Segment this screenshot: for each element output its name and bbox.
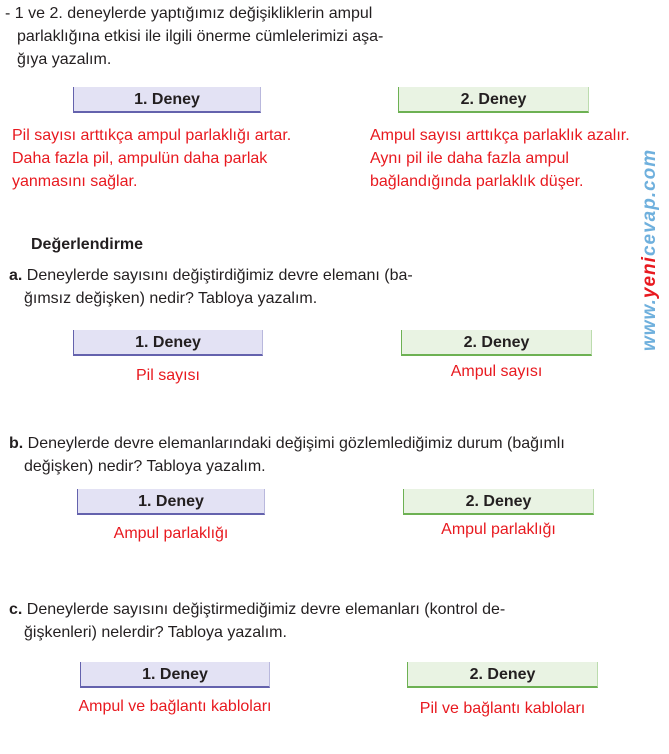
- deney2-answer-line-3: bağlandığında parlaklık düşer.: [370, 173, 584, 190]
- question-c-line-2: ğişkenleri) nelerdir? Tabloya yazalım.: [24, 624, 287, 641]
- answer-c-deney2: Pil ve bağlantı kabloları: [419, 700, 586, 717]
- watermark-brand-red: yeni: [639, 256, 660, 299]
- watermark-prefix: www.: [639, 298, 660, 351]
- deney1-header-intro: 1. Deney: [73, 87, 261, 113]
- question-b-label: b.: [9, 435, 24, 452]
- question-a-text: Deneylerde sayısını değiştirdiğimiz devre elemanı (ba-: [22, 267, 413, 284]
- deney2-header-c: 2. Deney: [407, 662, 598, 688]
- question-b-text: Deneylerde devre elemanlarındaki değişimi gözlemlediğimiz durum (bağımlı: [23, 435, 565, 452]
- question-c-text: Deneylerde sayısını değiştirmediğimiz devre elemanları (kontrol de-: [22, 601, 506, 618]
- question-b-line-1: [9, 433, 565, 455]
- question-a-line-2: ğımsız değişken) nedir? Tabloya yazalım.: [24, 290, 318, 307]
- intro-line-3: ğıya yazalım.: [17, 51, 112, 68]
- intro-line-1: - 1 ve 2. deneylerde yaptığımız değişikliklerin ampul: [5, 5, 373, 22]
- evaluation-title: Değerlendirme: [31, 236, 144, 253]
- deney1-answer-line-1: Pil sayısı arttıkça ampul parlaklığı artar.: [12, 127, 292, 144]
- deney2-answer-line-2: Aynı pil ile daha fazla ampul: [370, 150, 569, 167]
- deney1-answer-line-2: Daha fazla pil, ampulün daha parlak: [12, 150, 268, 167]
- answer-a-deney1: Pil sayısı: [135, 367, 200, 384]
- answer-c-deney1: Ampul ve bağlantı kabloları: [78, 698, 272, 715]
- deney2-answer-line-1: Ampul sayısı arttıkça parlaklık azalır.: [370, 127, 630, 144]
- answer-b-deney1: Ampul parlaklığı: [113, 525, 229, 542]
- question-c-line-1: [9, 599, 505, 621]
- question-c-label: c.: [9, 601, 23, 618]
- deney1-header-a: 1. Deney: [73, 330, 263, 356]
- watermark: [638, 148, 662, 351]
- deney2-header-a: 2. Deney: [401, 330, 592, 356]
- question-a-label: a.: [9, 267, 23, 284]
- question-a-line-1: [9, 265, 413, 287]
- deney2-header-b: 2. Deney: [403, 489, 594, 515]
- watermark-brand-rest: cevap.com: [639, 148, 660, 257]
- deney2-header-intro: 2. Deney: [398, 87, 589, 113]
- question-b-line-2: değişken) nedir? Tabloya yazalım.: [24, 458, 266, 475]
- answer-b-deney2: Ampul parlaklığı: [441, 521, 556, 538]
- deney1-answer-line-3: yanmasını sağlar.: [12, 173, 138, 190]
- answer-a-deney2: Ampul sayısı: [450, 363, 543, 380]
- intro-line-2: parlaklığına etkisi ile ilgili önerme cümlelerimizi aşa-: [17, 28, 384, 45]
- deney1-header-c: 1. Deney: [80, 662, 270, 688]
- deney1-header-b: 1. Deney: [77, 489, 265, 515]
